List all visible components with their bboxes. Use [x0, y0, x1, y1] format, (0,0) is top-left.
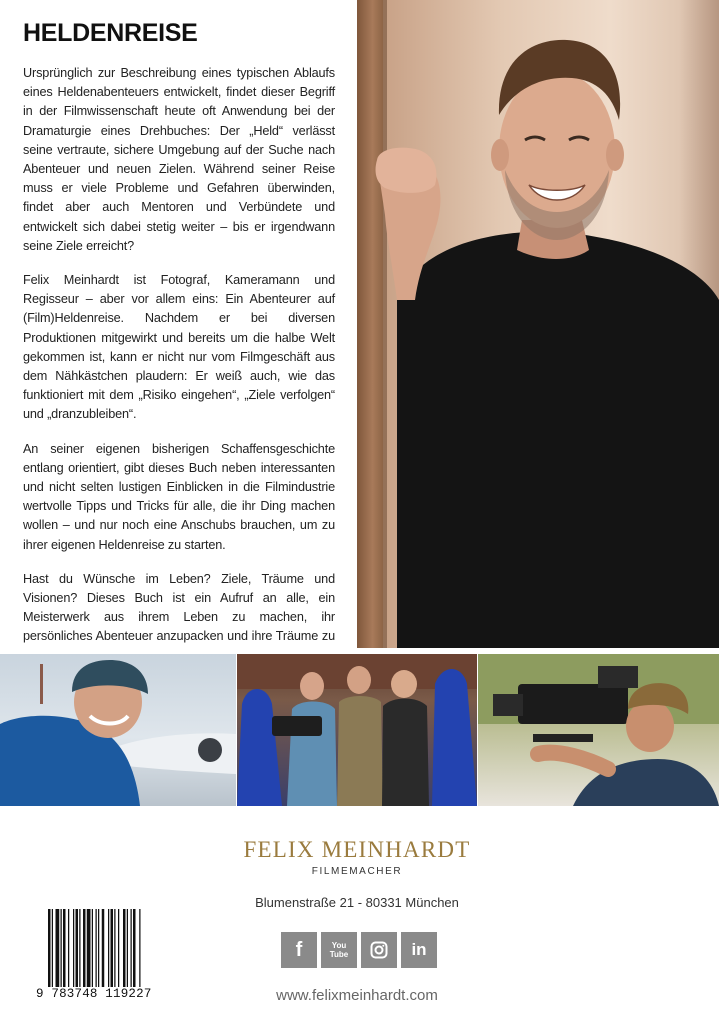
barcode-bar	[114, 909, 115, 987]
cameraman-scene	[478, 654, 719, 806]
instagram-icon[interactable]	[361, 932, 397, 968]
barcode-bar	[76, 909, 79, 987]
isbn-barcode	[46, 909, 174, 999]
isbn-number: 9 783748 119227	[36, 987, 152, 1001]
barcode-bar	[139, 909, 140, 987]
barcode-bar	[63, 909, 66, 987]
blurb-paragraph-3: An seiner eigenen bisherigen Schaffensgeschichte entlang orientiert, gibt dieses Buch neben interessanten und nicht selten lustigen Einblicken in die Filmindustrie wertvolle Tipps und Tricks für alle, die ihr Ding machen wollen – und nur noch eine Anschubs brauchen, um zu ihrer eigenen Heldenreise zu starten.	[23, 441, 335, 552]
blurb-paragraph-4: Hast du Wünsche im Leben? Ziele, Träume und Visionen? Dieses Buch ist ein Aufruf an alle, ein Meisterwerk aus ihrem Leben zu machen, ihr persönliches Abenteuer anzupacken und ihre Träume zu	[23, 571, 335, 644]
facebook-label: f	[295, 938, 303, 961]
blurb-column	[0, 0, 357, 655]
strip-photo-airplane	[0, 654, 236, 806]
website-link[interactable]: www.felixmeinhardt.com	[276, 987, 438, 1004]
instagram-glyph	[370, 941, 388, 959]
barcode-bar	[98, 909, 99, 987]
barcode-bar	[123, 909, 126, 987]
strip-photo-cameraman	[478, 654, 719, 806]
film-crew-scene	[237, 654, 477, 806]
barcode-bar	[131, 909, 132, 987]
barcode-bar	[61, 909, 62, 987]
blurb-paragraph-1: Ursprünglich zur Beschreibung eines typischen Ablaufs eines Heldenabenteuers entwickelt, findet dieser Begriff in der Filmwissenschaft heute oft Anwendung bei der Dramaturgie eines Drehbuches: Der „Held“ verlässt seine vertraute, sichere Umgebung auf der Suche nach Abenteuer und neuen Zielen. Während seiner Reise muss er viele Probleme und Gefahren überwinden, findet aber auch Mentoren und Verbündete und entwickelt sich dabei stetig weiter – bis er irgendwann seine Ziele erreicht?	[23, 66, 335, 253]
barcode-bar	[127, 909, 128, 987]
barcode-bar	[96, 909, 97, 987]
linkedin-label: in	[411, 940, 427, 959]
barcode-bar	[52, 909, 53, 987]
barcode-bar	[48, 909, 51, 987]
barcode-bar	[56, 909, 60, 987]
airplane-scene	[0, 654, 236, 806]
barcode-bar	[79, 909, 80, 987]
barcode-bar	[68, 909, 69, 987]
brand-subtitle: FILMEMACHER	[311, 866, 403, 877]
photo-strip	[0, 648, 719, 813]
linkedin-icon[interactable]	[401, 932, 437, 968]
barcode-bar	[73, 909, 74, 987]
author-portrait-photo	[357, 0, 719, 655]
barcode-bar	[87, 909, 91, 987]
barcode-bar	[111, 909, 114, 987]
author-figure	[357, 0, 719, 655]
barcode-bar	[118, 909, 119, 987]
barcode-bar	[102, 909, 105, 987]
barcode-bar	[92, 909, 93, 987]
youtube-icon[interactable]	[321, 932, 357, 968]
social-links	[281, 932, 437, 968]
barcode-bar	[108, 909, 109, 987]
youtube-label: You Tube	[329, 941, 349, 959]
barcode-bar	[133, 909, 136, 987]
book-title: HELDENREISE	[23, 19, 198, 47]
address: Blumenstraße 21 - 80331 München	[255, 895, 459, 910]
brand-name: FELIX MEINHARDT	[243, 837, 471, 862]
facebook-icon[interactable]	[281, 932, 317, 968]
blurb-paragraph-2: Felix Meinhardt ist Fotograf, Kameramann und Regisseur – aber vor allem eins: Ein Abenteurer auf (Film)Heldenreise. Nachdem er bei diversen Produktionen mitgewirkt und bereits um die halbe Welt gekommen ist, kann er nicht nur vom Filmgeschäft aus dem Nähkästchen plaudern: Er weiß auch, wie das funktioniert mit dem „Risiko eingehen“, „Ziele verfolgen“ und „dranzubleiben“.	[23, 273, 335, 422]
barcode-bar	[83, 909, 86, 987]
back-cover-footer	[0, 813, 719, 1020]
strip-photo-film-crew	[237, 654, 477, 806]
